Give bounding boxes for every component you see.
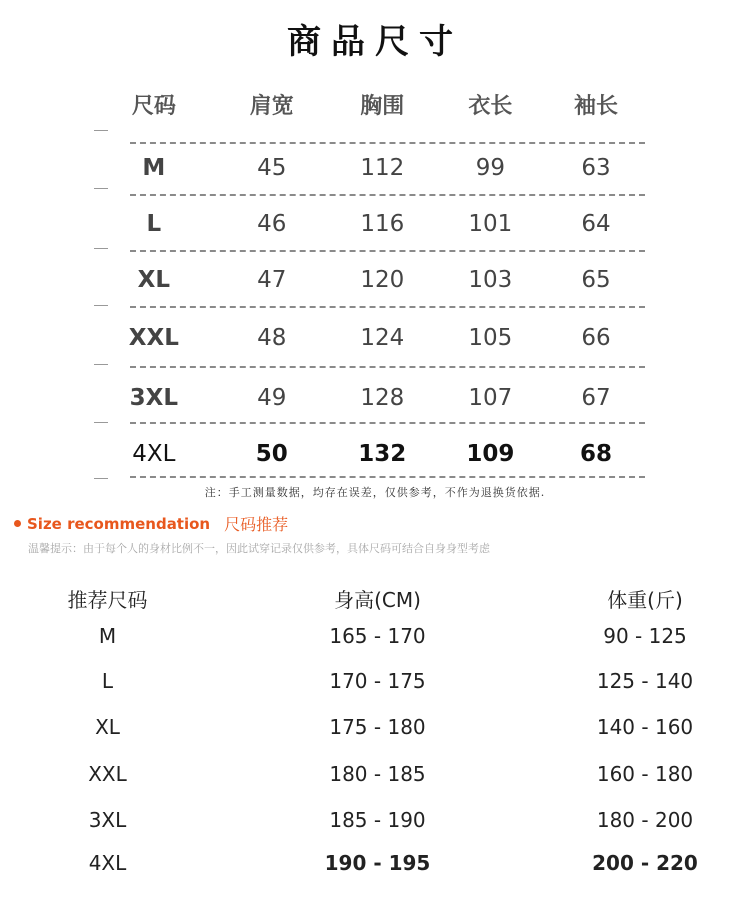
row-divider — [130, 422, 645, 424]
table-row — [0, 851, 750, 887]
sleeve-value: 65 — [581, 267, 611, 293]
chest-value: 116 — [360, 211, 405, 237]
length-value: 107 — [468, 385, 513, 411]
row-divider — [130, 142, 645, 144]
size-table-header — [90, 84, 650, 124]
header-length: 衣长 — [468, 93, 513, 119]
weight-range: 160 - 180 — [596, 762, 694, 786]
table-row — [0, 808, 750, 844]
shoulder-value: 49 — [257, 385, 287, 411]
height-range: 170 - 175 — [329, 669, 426, 693]
tick-mark — [94, 364, 108, 365]
recommended-size: M — [98, 624, 117, 648]
header-size: 尺码 — [131, 93, 176, 119]
header-weight: 体重(斤) — [607, 588, 683, 612]
chest-value: 112 — [360, 155, 405, 181]
tick-mark — [94, 422, 108, 423]
length-value: 103 — [468, 267, 513, 293]
sleeve-value: 68 — [579, 441, 612, 467]
tick-mark — [94, 305, 108, 306]
tick-mark — [94, 188, 108, 189]
row-divider — [130, 250, 645, 252]
weight-range: 140 - 160 — [596, 715, 694, 739]
chest-value: 120 — [360, 267, 405, 293]
row-divider — [130, 366, 645, 368]
header-height: 身高(CM) — [334, 588, 421, 612]
recommendation-title-zh: 尺码推荐 — [224, 515, 289, 534]
recommended-size: 3XL — [88, 808, 127, 832]
table-row — [0, 762, 750, 798]
shoulder-value: 48 — [257, 325, 287, 351]
size-label: XXL — [128, 325, 179, 351]
tick-mark — [94, 130, 108, 131]
shoulder-value: 47 — [257, 267, 287, 293]
chest-value: 132 — [358, 441, 407, 467]
length-value: 101 — [468, 211, 513, 237]
recommended-size: XL — [95, 715, 120, 739]
recommendation-title — [14, 512, 288, 535]
recommendation-title-en: Size recommendation — [27, 514, 211, 533]
recommended-size: L — [101, 669, 114, 693]
recommendation-tip: 温馨提示：由于每个人的身材比例不一，因此试穿记录仅供参考，具体尺码可结合自身身型考虑 — [28, 542, 490, 555]
table-row — [0, 715, 750, 751]
row-divider — [130, 194, 645, 196]
header-recommended-size: 推荐尺码 — [67, 588, 148, 612]
height-range: 185 - 190 — [329, 808, 426, 832]
chest-value: 128 — [360, 385, 405, 411]
height-range: 175 - 180 — [329, 715, 426, 739]
length-value: 99 — [475, 155, 505, 181]
tick-mark — [94, 478, 108, 479]
size-label: M — [142, 155, 166, 181]
shoulder-value: 46 — [257, 211, 287, 237]
size-label: XL — [137, 267, 171, 293]
header-chest: 胸围 — [360, 93, 405, 119]
shoulder-value: 45 — [257, 155, 287, 181]
height-range: 180 - 185 — [329, 762, 426, 786]
table-row — [90, 204, 650, 244]
sleeve-value: 64 — [581, 211, 611, 237]
bullet-dot-icon — [14, 520, 21, 527]
sleeve-value: 63 — [581, 155, 611, 181]
height-range: 190 - 195 — [324, 851, 431, 875]
length-value: 109 — [466, 441, 515, 467]
weight-range: 90 - 125 — [603, 624, 687, 648]
table-row — [90, 378, 650, 418]
weight-range: 200 - 220 — [592, 851, 698, 875]
height-range: 165 - 170 — [329, 624, 426, 648]
table-row — [90, 434, 650, 474]
row-divider — [130, 476, 645, 478]
size-label: 4XL — [132, 441, 176, 467]
size-label: 3XL — [129, 385, 179, 411]
header-shoulder: 肩宽 — [249, 93, 294, 119]
weight-range: 125 - 140 — [596, 669, 694, 693]
page-title: 商品尺寸 — [287, 22, 463, 62]
size-label: L — [146, 211, 162, 237]
measurement-note: 注：手工测量数据，均存在误差，仅供参考，不作为退换货依据. — [204, 486, 546, 499]
length-value: 105 — [468, 325, 513, 351]
recommended-size: XXL — [88, 762, 127, 786]
recommendation-header — [0, 584, 750, 620]
table-row — [0, 624, 750, 660]
sleeve-value: 67 — [581, 385, 611, 411]
header-sleeve: 袖长 — [573, 93, 618, 119]
recommended-size: 4XL — [88, 851, 127, 875]
table-row — [90, 260, 650, 300]
shoulder-value: 50 — [255, 441, 288, 467]
table-row — [90, 148, 650, 188]
size-table — [90, 78, 650, 480]
table-row — [90, 318, 650, 358]
table-row — [0, 669, 750, 705]
chest-value: 124 — [360, 325, 405, 351]
tick-mark — [94, 248, 108, 249]
row-divider — [130, 306, 645, 308]
weight-range: 180 - 200 — [596, 808, 694, 832]
sleeve-value: 66 — [581, 325, 611, 351]
